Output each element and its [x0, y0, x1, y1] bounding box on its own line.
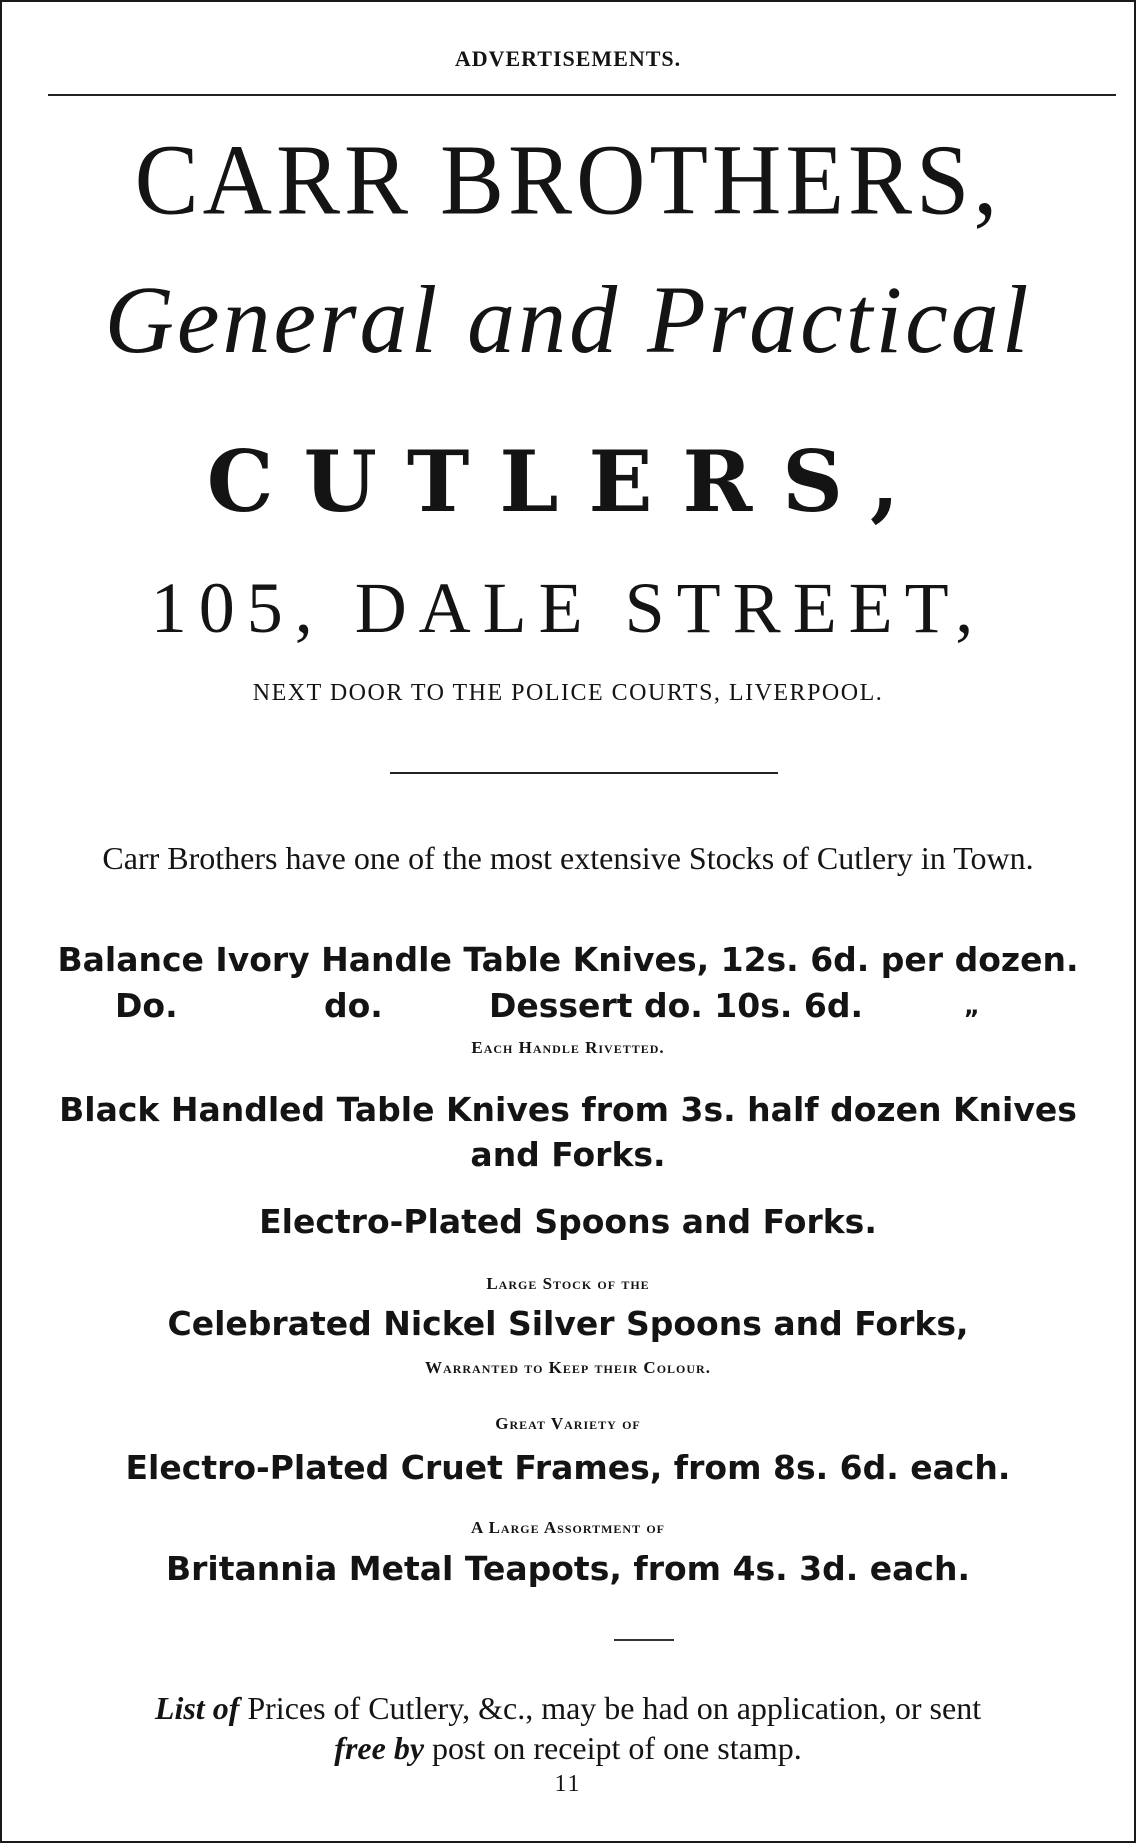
middle-rule [390, 772, 778, 774]
ditto-mark: „ [964, 992, 980, 1020]
street-address: 105, DALE STREET, [150, 568, 986, 648]
company-name: CARR BROTHERS, [134, 123, 1002, 236]
page-number: 11 [554, 1771, 582, 1797]
ditto-2: do. [324, 986, 383, 1025]
top-rule [48, 94, 1116, 96]
item-nickel-silver: Celebrated Nickel Silver Spoons and Forks, [167, 1304, 969, 1343]
location-note: NEXT DOOR TO THE POLICE COURTS, LIVERPOOL. [252, 680, 884, 706]
intro-text: Carr Brothers have one of the most extensive Stocks of Cutlery in Town. [102, 840, 1034, 876]
large-stock-note: Large Stock of the [486, 1274, 650, 1293]
item-electro-spoons: Electro-Plated Spoons and Forks. [259, 1202, 877, 1241]
item-cruet-frames: Electro-Plated Cruet Frames, from 8s. 6d. each. [125, 1448, 1011, 1487]
item-dessert-knives [2, 986, 1134, 1026]
footer-italic-2: free by [334, 1730, 425, 1766]
item-black-handled-line1: Black Handled Table Knives from 3s. half dozen Knives [59, 1090, 1077, 1129]
riveted-note: Each Handle Rivetted. [471, 1038, 665, 1057]
footer-text [2, 1688, 1134, 1768]
trade-heading: CUTLERS, [206, 432, 930, 531]
dessert-price: Dessert do. 10s. 6d. [489, 986, 864, 1025]
short-rule [614, 1639, 674, 1641]
footer-rest-2: post on receipt of one stamp. [432, 1730, 802, 1766]
footer-italic-1: List of [154, 1690, 240, 1726]
assortment-note: A Large Assortment of [470, 1518, 666, 1537]
great-variety-note: Great Variety of [495, 1414, 641, 1433]
item-black-handled-line2: and Forks. [470, 1135, 666, 1174]
item-teapots: Britannia Metal Teapots, from 4s. 3d. each. [165, 1549, 971, 1588]
ditto-1: Do. [115, 986, 178, 1025]
warranted-note: Warranted to Keep their Colour. [425, 1358, 711, 1377]
company-description: General and Practical [104, 266, 1032, 373]
footer-line-1 [36, 1688, 1100, 1728]
footer-rest-1: Prices of Cutlery, &c., may be had on application, or sent [247, 1690, 982, 1726]
item-ivory-table-knives: Balance Ivory Handle Table Knives, 12s. 6d. per dozen. [57, 940, 1079, 979]
footer-line-2 [36, 1728, 1100, 1768]
section-header: ADVERTISEMENTS. [454, 46, 682, 71]
